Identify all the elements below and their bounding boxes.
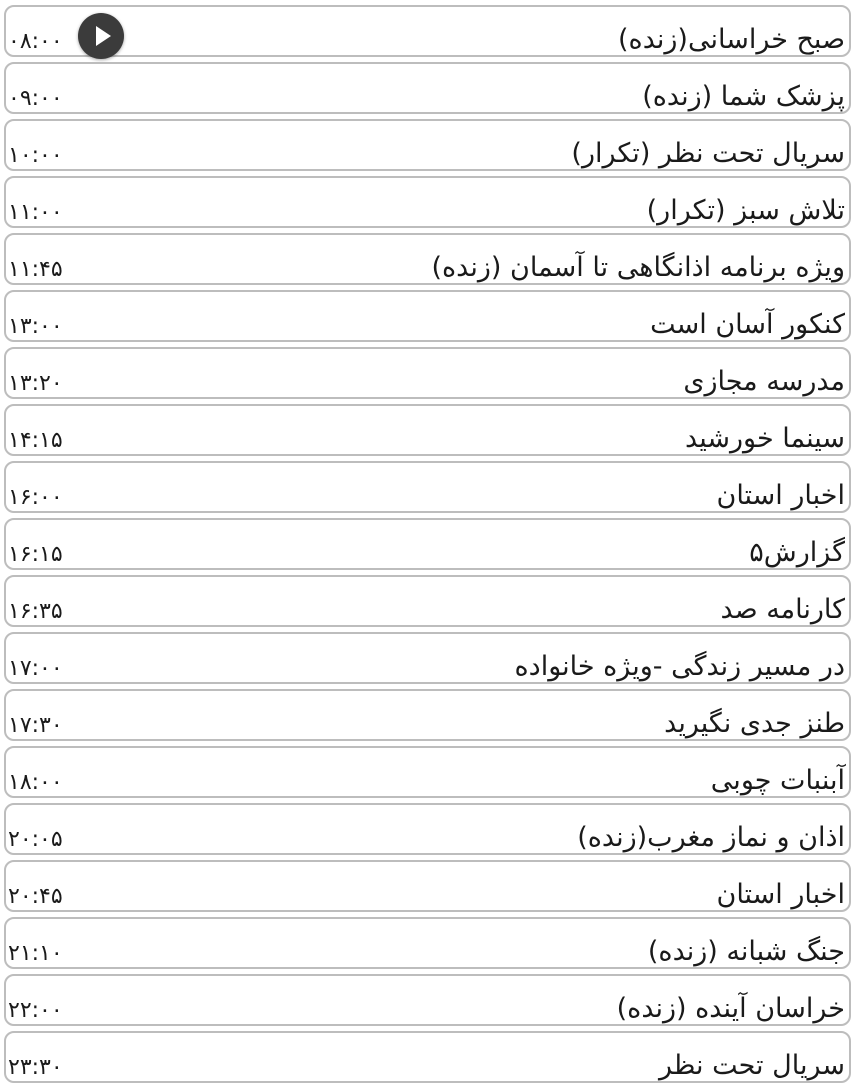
program-time: ۱۱:۰۰ — [8, 200, 63, 225]
program-time: ۱۶:۳۵ — [8, 599, 63, 624]
schedule-row-11[interactable] — [4, 575, 851, 627]
schedule-row-5[interactable] — [4, 233, 851, 285]
schedule-row-4[interactable] — [4, 176, 851, 228]
program-time: ۱۳:۲۰ — [8, 371, 63, 396]
program-time: ۰۸:۰۰ — [8, 29, 63, 54]
schedule-row-6[interactable] — [4, 290, 851, 342]
program-time: ۱۰:۰۰ — [8, 143, 63, 168]
program-title: اذان و نماز مغرب(زنده) — [577, 822, 845, 853]
program-title: گزارش۵ — [749, 537, 845, 568]
program-time: ۱۸:۰۰ — [8, 770, 63, 795]
schedule-row-2[interactable] — [4, 62, 851, 114]
program-time: ۰۹:۰۰ — [8, 86, 63, 111]
program-title: خراسان آینده (زنده) — [616, 993, 845, 1024]
program-time: ۱۶:۱۵ — [8, 542, 63, 567]
program-time: ۱۳:۰۰ — [8, 314, 63, 339]
program-title: اخبار استان — [716, 879, 845, 910]
schedule-row-15[interactable] — [4, 803, 851, 855]
schedule-list — [4, 5, 851, 1088]
play-icon — [78, 13, 124, 59]
schedule-row-1[interactable] — [4, 5, 851, 57]
program-time: ۱۴:۱۵ — [8, 428, 63, 453]
program-title: پزشک شما (زنده) — [642, 81, 845, 112]
schedule-row-7[interactable] — [4, 347, 851, 399]
program-title: آبنبات چوبی — [710, 765, 845, 796]
schedule-row-19[interactable] — [4, 1031, 851, 1083]
program-time: ۲۰:۰۵ — [8, 827, 63, 852]
program-time: ۱۶:۰۰ — [8, 485, 63, 510]
schedule-row-13[interactable] — [4, 689, 851, 741]
program-title: سینما خورشید — [685, 423, 845, 454]
schedule-row-9[interactable] — [4, 461, 851, 513]
program-title: کارنامه صد — [720, 594, 845, 625]
schedule-row-14[interactable] — [4, 746, 851, 798]
schedule-row-18[interactable] — [4, 974, 851, 1026]
program-title: صبح خراسانی(زنده) — [618, 24, 845, 55]
schedule-row-12[interactable] — [4, 632, 851, 684]
program-title: سریال تحت نظر (تکرار) — [571, 138, 845, 169]
program-time: ۱۱:۴۵ — [8, 257, 63, 282]
program-title: طنز جدی نگیرید — [664, 708, 845, 739]
schedule-row-3[interactable] — [4, 119, 851, 171]
program-time: ۱۷:۳۰ — [8, 713, 63, 738]
play-button[interactable] — [78, 13, 124, 59]
program-time: ۱۷:۰۰ — [8, 656, 63, 681]
program-title: کنکور آسان است — [650, 309, 845, 340]
schedule-row-17[interactable] — [4, 917, 851, 969]
program-time: ۲۱:۱۰ — [8, 941, 63, 966]
program-title: جنگ شبانه (زنده) — [647, 936, 845, 967]
program-title: ویژه برنامه اذانگاهی تا آسمان (زنده) — [431, 252, 845, 283]
program-time: ۲۰:۴۵ — [8, 884, 63, 909]
program-title: سریال تحت نظر — [658, 1050, 845, 1081]
program-time: ۲۳:۳۰ — [8, 1055, 63, 1080]
program-title: مدرسه مجازی — [683, 366, 845, 397]
schedule-row-16[interactable] — [4, 860, 851, 912]
schedule-row-10[interactable] — [4, 518, 851, 570]
program-title: در مسیر زندگی -ویژه خانواده — [514, 651, 845, 682]
program-title: اخبار استان — [716, 480, 845, 511]
program-time: ۲۲:۰۰ — [8, 998, 63, 1023]
program-title: تلاش سبز (تکرار) — [646, 195, 845, 226]
schedule-row-8[interactable] — [4, 404, 851, 456]
